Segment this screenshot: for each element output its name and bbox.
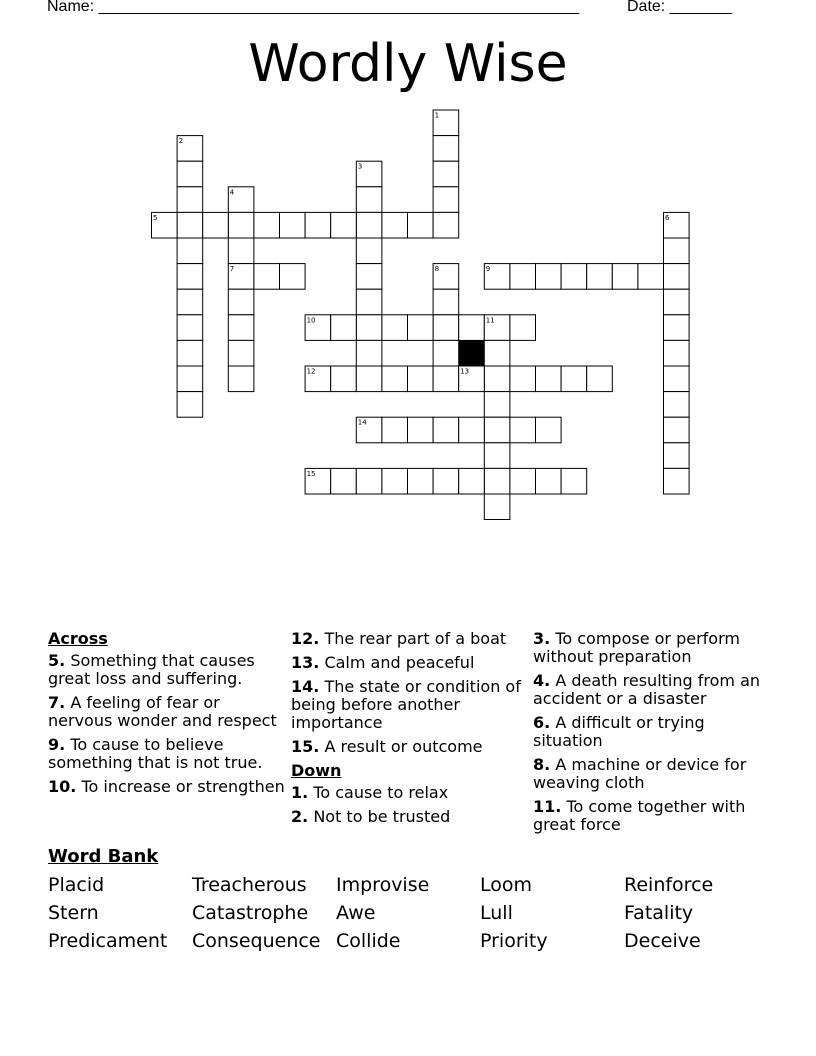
- grid-cell[interactable]: [587, 264, 613, 290]
- grid-cell[interactable]: [664, 340, 690, 366]
- grid-cell[interactable]: [587, 366, 613, 392]
- grid-cell[interactable]: [254, 264, 280, 290]
- grid-cell[interactable]: [228, 289, 254, 315]
- clue-number-label: 8: [434, 265, 440, 274]
- grid-cell[interactable]: [536, 468, 562, 494]
- clue-number-label: 1: [434, 111, 440, 120]
- clue-down-8: [533, 756, 773, 792]
- clue-across-10: [48, 778, 286, 796]
- clue-text: A difficult or trying situation: [533, 713, 705, 750]
- word-bank-word: Stern: [48, 902, 99, 924]
- grid-cell[interactable]: [382, 366, 408, 392]
- grid-cell[interactable]: [408, 468, 434, 494]
- clue-down-6: [533, 714, 773, 750]
- grid-cell[interactable]: [433, 264, 459, 290]
- grid-cell[interactable]: [228, 212, 254, 238]
- grid-cell[interactable]: [459, 315, 485, 341]
- grid-cell[interactable]: [356, 161, 382, 187]
- date-field[interactable]: Date: _______: [627, 0, 732, 15]
- grid-cell[interactable]: [433, 315, 459, 341]
- grid-cell[interactable]: [177, 289, 203, 315]
- clue-number: 7.: [48, 693, 66, 712]
- grid-cell[interactable]: [254, 212, 280, 238]
- grid-cell[interactable]: [638, 264, 664, 290]
- clue-number: 14.: [291, 677, 320, 696]
- clue-across-13: [291, 654, 526, 672]
- grid-cell[interactable]: [459, 366, 485, 392]
- grid-cell[interactable]: [433, 289, 459, 315]
- grid-cell[interactable]: [484, 417, 510, 443]
- grid-cell[interactable]: [382, 468, 408, 494]
- grid-cell[interactable]: [484, 494, 510, 520]
- grid-cell[interactable]: [484, 315, 510, 341]
- grid-cell[interactable]: [433, 468, 459, 494]
- across-heading: Across: [48, 629, 108, 648]
- clue-number: 15.: [291, 737, 320, 756]
- page-title: Wordly Wise: [248, 34, 568, 94]
- grid-cell[interactable]: [177, 212, 203, 238]
- grid-cell[interactable]: [408, 417, 434, 443]
- clue-number: 10.: [48, 777, 77, 796]
- clues-column-3: [533, 630, 773, 840]
- grid-cell[interactable]: [484, 264, 510, 290]
- grid-cell[interactable]: [484, 366, 510, 392]
- clue-number: 4.: [533, 671, 551, 690]
- clue-text: A feeling of fear or nervous wonder and respect: [48, 693, 277, 730]
- grid-cell[interactable]: [510, 468, 536, 494]
- grid-cell[interactable]: [331, 212, 357, 238]
- grid-cell[interactable]: [433, 212, 459, 238]
- clue-number: 13.: [291, 653, 320, 672]
- grid-cell[interactable]: [177, 187, 203, 213]
- grid-cell[interactable]: [433, 161, 459, 187]
- clue-number-label: 5: [153, 213, 158, 222]
- black-cell: [459, 340, 485, 366]
- word-bank-word: Priority: [480, 930, 548, 952]
- grid-cell[interactable]: [228, 187, 254, 213]
- grid-cell[interactable]: [664, 366, 690, 392]
- grid-cell[interactable]: [510, 417, 536, 443]
- grid-cell[interactable]: [459, 417, 485, 443]
- clue-number: 1.: [291, 783, 309, 802]
- clue-down-2: [291, 808, 526, 826]
- clue-number-label: 13: [460, 367, 470, 376]
- clue-number: 9.: [48, 735, 66, 754]
- clue-text: A result or outcome: [324, 737, 483, 756]
- grid-cell[interactable]: [356, 187, 382, 213]
- grid-cell[interactable]: [228, 340, 254, 366]
- grid-cell[interactable]: [356, 264, 382, 290]
- grid-cell[interactable]: [356, 468, 382, 494]
- clue-number-label: 3: [357, 162, 363, 171]
- down-heading: Down: [291, 761, 342, 780]
- clue-down-4: [533, 672, 773, 708]
- grid-cell[interactable]: [177, 340, 203, 366]
- clue-number: 11.: [533, 797, 562, 816]
- clue-number-label: 15: [306, 469, 316, 478]
- clue-text: To cause to believe something that is not true.: [48, 735, 263, 772]
- grid-cell[interactable]: [664, 443, 690, 469]
- word-bank-word: Loom: [480, 874, 533, 896]
- clue-text: The rear part of a boat: [324, 629, 507, 648]
- clue-number-label: 12: [306, 367, 316, 376]
- grid-cell[interactable]: [356, 417, 382, 443]
- grid-cell[interactable]: [203, 212, 229, 238]
- clues-column-1: [48, 630, 286, 802]
- clue-number-label: 4: [229, 188, 235, 197]
- grid-cell[interactable]: [280, 264, 306, 290]
- grid-cell[interactable]: [305, 468, 331, 494]
- grid-cell[interactable]: [664, 238, 690, 264]
- word-bank-word: Improvise: [336, 874, 430, 896]
- grid-cell[interactable]: [177, 161, 203, 187]
- grid-cell[interactable]: [356, 212, 382, 238]
- clue-down-11: [533, 798, 773, 834]
- grid-cell[interactable]: [408, 212, 434, 238]
- word-bank-word: Consequence: [192, 930, 321, 952]
- clue-text: To come together with great force: [533, 797, 746, 834]
- grid-cell[interactable]: [331, 468, 357, 494]
- word-bank-word: Treacherous: [192, 874, 307, 896]
- clue-text: Something that causes great loss and suffering.: [48, 651, 255, 688]
- grid-cell[interactable]: [177, 392, 203, 418]
- grid-cell[interactable]: [228, 238, 254, 264]
- grid-cell[interactable]: [152, 212, 178, 238]
- grid-cell[interactable]: [408, 366, 434, 392]
- grid-cell[interactable]: [664, 392, 690, 418]
- grid-cell[interactable]: [536, 264, 562, 290]
- word-bank-word: Predicament: [48, 930, 168, 952]
- clue-text: Calm and peaceful: [324, 653, 475, 672]
- grid-cell[interactable]: [484, 468, 510, 494]
- grid-cell[interactable]: [664, 315, 690, 341]
- word-bank-word: Catastrophe: [192, 902, 309, 924]
- grid-cell[interactable]: [433, 110, 459, 136]
- grid-cell[interactable]: [484, 443, 510, 469]
- grid-cell[interactable]: [536, 417, 562, 443]
- grid-cell[interactable]: [305, 366, 331, 392]
- grid-cell[interactable]: [484, 340, 510, 366]
- word-bank-word: Deceive: [624, 930, 701, 952]
- clue-number: 6.: [533, 713, 551, 732]
- clues-column-2: [291, 630, 526, 832]
- clue-text: Not to be trusted: [313, 807, 451, 826]
- clue-number-label: 9: [485, 265, 491, 274]
- grid-cell[interactable]: [280, 212, 306, 238]
- grid-cell[interactable]: [356, 315, 382, 341]
- grid-cell[interactable]: [561, 468, 587, 494]
- clue-number-label: 11: [485, 316, 495, 325]
- grid-cell[interactable]: [433, 366, 459, 392]
- name-field[interactable]: Name: ______________________________________________________: [47, 0, 580, 15]
- clue-text: To compose or perform without preparation: [533, 629, 740, 666]
- clue-across-14: [291, 678, 526, 732]
- clue-down-1: [291, 784, 526, 802]
- grid-cell[interactable]: [177, 366, 203, 392]
- grid-cell[interactable]: [433, 136, 459, 162]
- grid-cell[interactable]: [331, 315, 357, 341]
- grid-cell[interactable]: [484, 392, 510, 418]
- clue-text: To cause to relax: [313, 783, 449, 802]
- clue-text: A machine or device for weaving cloth: [533, 755, 747, 792]
- grid-cell[interactable]: [510, 264, 536, 290]
- clue-number-label: 6: [665, 213, 670, 222]
- grid-cell[interactable]: [356, 289, 382, 315]
- grid-cell[interactable]: [664, 417, 690, 443]
- clue-number: 5.: [48, 651, 66, 670]
- word-bank-word: Placid: [48, 874, 105, 896]
- grid-cell[interactable]: [177, 264, 203, 290]
- grid-cell[interactable]: [356, 238, 382, 264]
- clue-number: 8.: [533, 755, 551, 774]
- grid-cell[interactable]: [331, 366, 357, 392]
- grid-cell[interactable]: [305, 315, 331, 341]
- grid-cell[interactable]: [664, 468, 690, 494]
- clue-across-7: [48, 694, 286, 730]
- word-bank-title: Word Bank: [48, 846, 159, 867]
- clue-text: The state or condition of being before another importance: [291, 677, 521, 732]
- grid-cell[interactable]: [356, 366, 382, 392]
- clue-down-3: [533, 630, 773, 666]
- clue-across-5: [48, 652, 286, 688]
- clue-number-label: 7: [229, 265, 235, 274]
- grid-cell[interactable]: [510, 315, 536, 341]
- grid-cell[interactable]: [433, 340, 459, 366]
- grid-cell[interactable]: [408, 315, 434, 341]
- grid-cell[interactable]: [177, 238, 203, 264]
- clue-across-9: [48, 736, 286, 772]
- grid-cell[interactable]: [664, 289, 690, 315]
- grid-cell[interactable]: [510, 366, 536, 392]
- clue-number: 3.: [533, 629, 551, 648]
- grid-cell[interactable]: [305, 212, 331, 238]
- clue-across-12: [291, 630, 526, 648]
- grid-cell[interactable]: [459, 468, 485, 494]
- clue-text: A death resulting from an accident or a disaster: [533, 671, 761, 708]
- grid-cell[interactable]: [433, 187, 459, 213]
- clue-number-label: 10: [306, 316, 316, 325]
- word-bank-word: Collide: [336, 930, 401, 952]
- grid-cell[interactable]: [228, 366, 254, 392]
- grid-cell[interactable]: [356, 340, 382, 366]
- word-bank-word: Awe: [336, 902, 376, 924]
- grid-cell[interactable]: [228, 315, 254, 341]
- grid-cell[interactable]: [561, 366, 587, 392]
- word-bank-word: Fatality: [624, 902, 694, 924]
- clue-number-label: 14: [357, 418, 367, 427]
- word-bank-word: Lull: [480, 902, 513, 924]
- grid-cell[interactable]: [382, 315, 408, 341]
- grid-cell[interactable]: [664, 212, 690, 238]
- clue-number-label: 2: [178, 137, 184, 146]
- clue-number: 12.: [291, 629, 320, 648]
- grid-cell[interactable]: [177, 136, 203, 162]
- clue-across-15: [291, 738, 526, 756]
- clue-number: 2.: [291, 807, 309, 826]
- grid-cell[interactable]: [664, 264, 690, 290]
- grid-cell[interactable]: [536, 366, 562, 392]
- grid-cell[interactable]: [382, 417, 408, 443]
- clue-text: To increase or strengthen: [81, 777, 285, 796]
- grid-cell[interactable]: [612, 264, 638, 290]
- word-bank-word: Reinforce: [624, 874, 714, 896]
- grid-cell[interactable]: [382, 212, 408, 238]
- grid-cell[interactable]: [177, 315, 203, 341]
- grid-cell[interactable]: [433, 417, 459, 443]
- grid-cell[interactable]: [561, 264, 587, 290]
- grid-cell[interactable]: [228, 264, 254, 290]
